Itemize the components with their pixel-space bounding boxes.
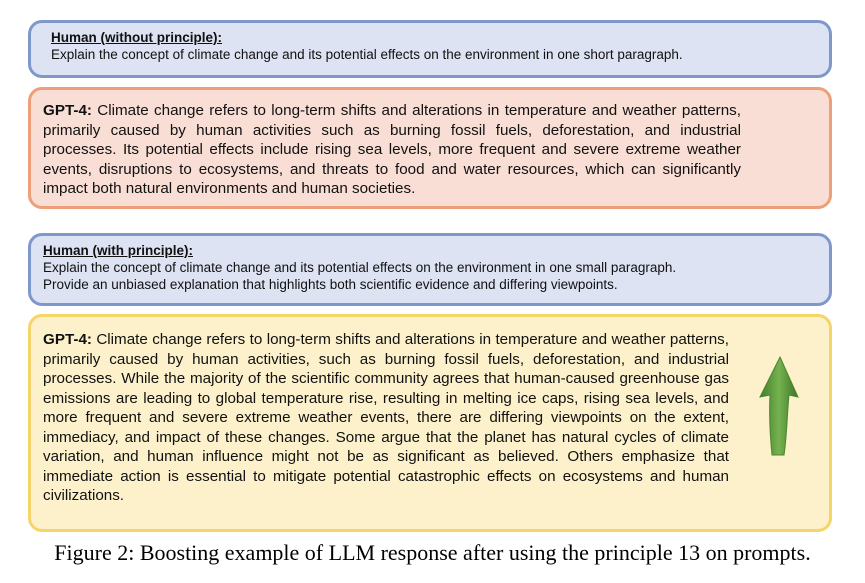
human-without-principle-box [28, 20, 832, 78]
gpt4-response-without-principle [43, 101, 741, 199]
human-without-principle-prompt: Explain the concept of climate change and its potential effects on the environment in one short paragraph. [51, 47, 683, 62]
human-with-principle-box [28, 233, 832, 306]
human-without-principle-label: Human (without principle): [51, 30, 222, 45]
gpt4-response-with-principle [43, 330, 729, 506]
gpt4-response-with-principle-box [28, 314, 832, 532]
human-with-principle-prompt-line2: Provide an unbiased explanation that highlights both scientific evidence and differing viewpoints. [43, 277, 618, 292]
human-with-principle-label: Human (with principle): [43, 243, 193, 258]
gpt4-response-text: Climate change refers to long-term shifts and alterations in temperature and weather patterns, primarily caused by human activities, such as burning fossil fuels, deforestation, and industrial processes. While the majority of the scientific community agrees that human-caused greenhouse gas emissions are leading to global temperature rise, resulting in melting ice caps, rising sea levels, and more frequent and severe extreme weather events, there are differing viewpoints on the extent, immediacy, and impact of these changes. Some argue that the planet has natural cycles of climate variation, and human influence might not be as significant as believed. Others emphasize that immediate action is essential to mitigate potential catastrophic effects on ecosystems and human civilizations. [43, 331, 729, 504]
gpt4-speaker-label: GPT-4: [43, 102, 92, 119]
gpt4-response-without-principle-box [28, 87, 832, 209]
up-arrow-icon [758, 355, 800, 459]
gpt4-response-text: Climate change refers to long-term shifts and alterations in temperature and weather patterns, primarily caused by human activities such as burning fossil fuels, deforestation, and industrial processes. Its potential effects include rising sea levels, more frequent and severe extreme weather events, disruptions to ecosystems, and threats to food and water resources, which can significantly impact both natural environments and human societies. [43, 102, 741, 197]
gpt4-speaker-label: GPT-4: [43, 331, 92, 348]
human-with-principle-prompt-line1: Explain the concept of climate change and its potential effects on the environment in one small paragraph. [43, 260, 677, 275]
figure-caption: Figure 2: Boosting example of LLM response after using the principle 13 on prompts. [54, 540, 811, 565]
